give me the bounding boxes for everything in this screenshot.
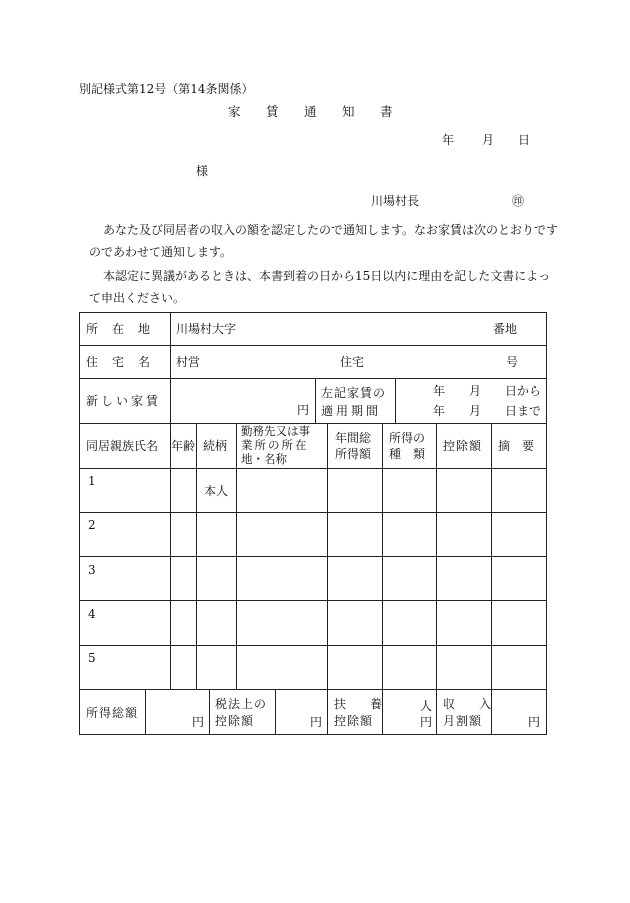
dependents-yen-unit: 円 xyxy=(420,715,433,729)
col-remarks: 摘 要 xyxy=(498,439,535,453)
residence-middle: 住宅 xyxy=(340,355,365,369)
row-number: 2 xyxy=(88,518,96,532)
residence-label: 住 宅 名 xyxy=(86,355,152,369)
dependents-persons-unit: 人 xyxy=(420,699,433,713)
total-income-label: 所得総額 xyxy=(86,706,139,720)
col-income-type-1: 所得の xyxy=(389,431,426,445)
tax-deduction-label-1: 税法上の xyxy=(215,697,268,711)
col-workplace-3: 地・名称 xyxy=(241,452,287,466)
monthly-income-label-2: 月割額 xyxy=(443,714,483,728)
form-number: 別記様式第12号（第14条関係） xyxy=(79,82,254,96)
period-label-1: 左記家賃の xyxy=(321,386,387,400)
date-day: 日 xyxy=(518,133,531,147)
row-relation[interactable]: 本人 xyxy=(204,484,229,498)
title-char: 書 xyxy=(380,104,393,119)
col-deduction: 控除額 xyxy=(443,439,483,453)
seal-mark: ㊞ xyxy=(512,194,525,208)
notice-paragraph: あなた及び同居者の収入の額を認定したので通知します。なお家賃は次のとおりですのであわせて通知します。 xyxy=(89,223,559,259)
row-number: 4 xyxy=(88,607,96,621)
col-annual-income-1: 年間総 xyxy=(335,431,372,445)
sender: 川場村長 xyxy=(371,194,420,208)
residence-suffix: 号 xyxy=(506,355,519,369)
total-income-unit: 円 xyxy=(192,715,205,729)
col-family-name: 同居親族氏名 xyxy=(86,439,159,453)
location-value[interactable]: 川場村大字 xyxy=(176,322,237,336)
row-number: 5 xyxy=(88,651,96,665)
row-number: 3 xyxy=(88,563,96,577)
row-number: 1 xyxy=(88,474,96,488)
issue-date xyxy=(442,131,530,148)
col-workplace-2: 業所の所在 xyxy=(241,438,309,452)
rent-unit: 円 xyxy=(297,403,310,417)
new-rent-label: 新しい家賃 xyxy=(86,394,162,408)
title-char: 知 xyxy=(342,104,355,119)
addressee: 様 xyxy=(196,164,209,178)
col-annual-income-2: 所得額 xyxy=(335,447,372,461)
date-year: 年 xyxy=(442,133,455,147)
col-income-type-2: 種 類 xyxy=(389,447,426,461)
tax-deduction-label-2: 控除額 xyxy=(215,714,255,728)
location-label: 所 在 地 xyxy=(86,322,152,336)
residence-prefix: 村営 xyxy=(176,355,201,369)
period-label-2: 適用期間 xyxy=(321,404,382,418)
monthly-income-label-1: 収 入 xyxy=(443,697,492,711)
dependents-label-2: 控除額 xyxy=(334,714,374,728)
document-title xyxy=(228,102,418,120)
period-to: 年 月 日まで xyxy=(433,404,542,418)
tax-deduction-unit: 円 xyxy=(310,715,323,729)
date-month: 月 xyxy=(482,133,495,147)
period-from: 年 月 日から xyxy=(433,384,542,398)
monthly-income-unit: 円 xyxy=(528,715,541,729)
title-char: 通 xyxy=(304,104,317,119)
dependents-label-1: 扶 養 xyxy=(334,697,383,711)
title-char: 家 xyxy=(228,104,241,119)
col-relation: 続柄 xyxy=(203,439,228,453)
objection-paragraph: 本認定に異議があるときは、本書到着の日から15日以内に理由を記した文書によって申出ください。 xyxy=(89,269,551,305)
title-char: 賃 xyxy=(266,104,279,119)
col-age: 年齢 xyxy=(171,439,196,453)
location-suffix: 番地 xyxy=(493,322,518,336)
col-workplace-1: 勤務先又は事 xyxy=(241,424,310,438)
